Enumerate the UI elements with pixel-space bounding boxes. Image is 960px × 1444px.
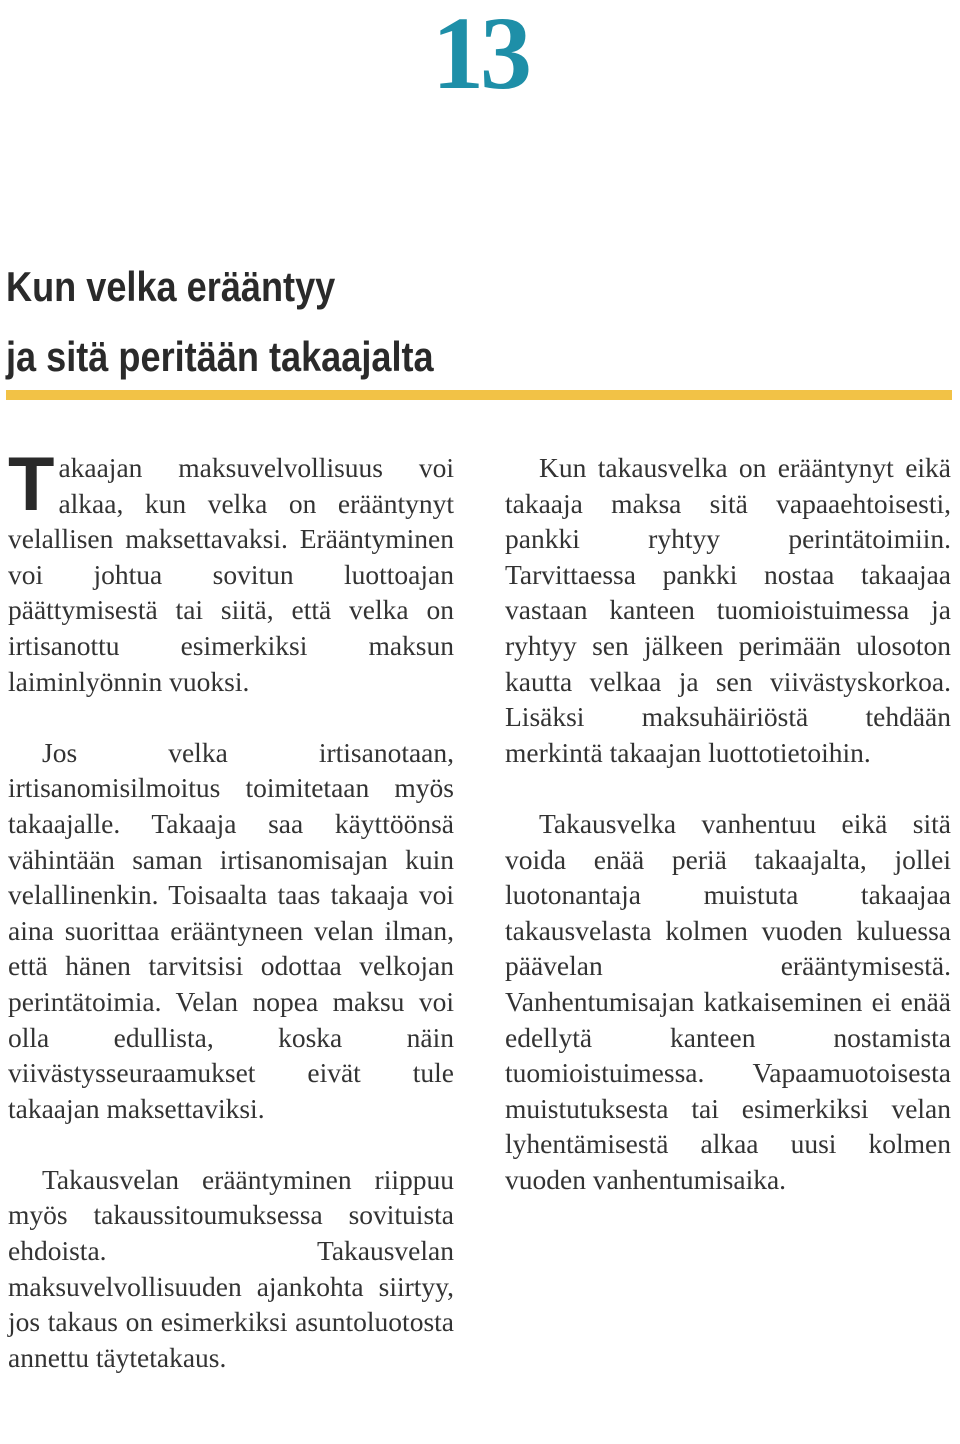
paragraph-text: akaajan maksuvelvollisuus voi alkaa, kun velka on erääntynyt velallisen maksettavaksi. Erääntyminen voi johtua sovitun luottoajan päättymisestä tai siitä, että velka on irtisanottu esimerkiksi maksun laiminlyönnin vuoksi.: [8, 452, 454, 697]
paragraph: Takausvelka vanhentuu eikä sitä voida enää periä takaajalta, jollei luotonantaja muistuta takaajaa takausvelasta kolmen vuoden kuluessa päävelan erääntymisestä. Vanhentumisajan katkaiseminen ei enää edellytä kanteen nostamista tuomioistuimessa. Vapaamuotoisesta muistutuksesta tai esimerkiksi velan lyhentämisestä alkaa uusi kolmen vuoden vanhentumisaika.: [505, 807, 951, 1195]
paragraph: [8, 442, 454, 699]
page-number: 13: [432, 0, 528, 111]
title-line-1: Kun velka erääntyy: [6, 263, 336, 310]
left-column: [8, 442, 454, 1375]
paragraph: Jos velka irtisanotaan, irtisanomisilmoitus toimitetaan myös takaajalle. Takaaja saa käyttöönsä vähintään saman irtisanomisajan kuin velallinenkin. Toisaalta taas takaaja voi aina suorittaa erääntyneen velan ilman, että hänen tarvitsisi odottaa velkojan perintätoimia. Velan nopea maksu voi olla edullista, koska näin viivästysseuraamukset eivät tule takaajan maksettaviksi.: [8, 736, 454, 1124]
drop-cap: T: [8, 442, 55, 527]
paragraph: Takausvelan erääntyminen riippuu myös takaussitoumuksessa sovituista ehdoista. Takausvelan maksuvelvollisuuden ajankohta siirtyy, jos takaus on esimerkiksi asuntoluotosta annettu täytetakaus.: [8, 1163, 454, 1373]
title-underline-rule: [6, 390, 952, 400]
paragraph: Kun takausvelka on erääntynyt eikä takaaja maksa sitä vapaaehtoisesti, pankki ryhtyy perintätoimiin. Tarvittaessa pankki nostaa takaajaa vastaan kanteen tuomioistuimessa ja ryhtyy sen jälkeen perimään ulosoton kautta velkaa ja sen viivästyskorkoa. Lisäksi maksuhäiriöstä tehdään merkintä takaajan luottotietoihin.: [505, 452, 951, 768]
right-column: [505, 450, 951, 1197]
title-line-2: ja sitä peritään takaajalta: [6, 333, 434, 380]
page-title: [6, 252, 814, 392]
